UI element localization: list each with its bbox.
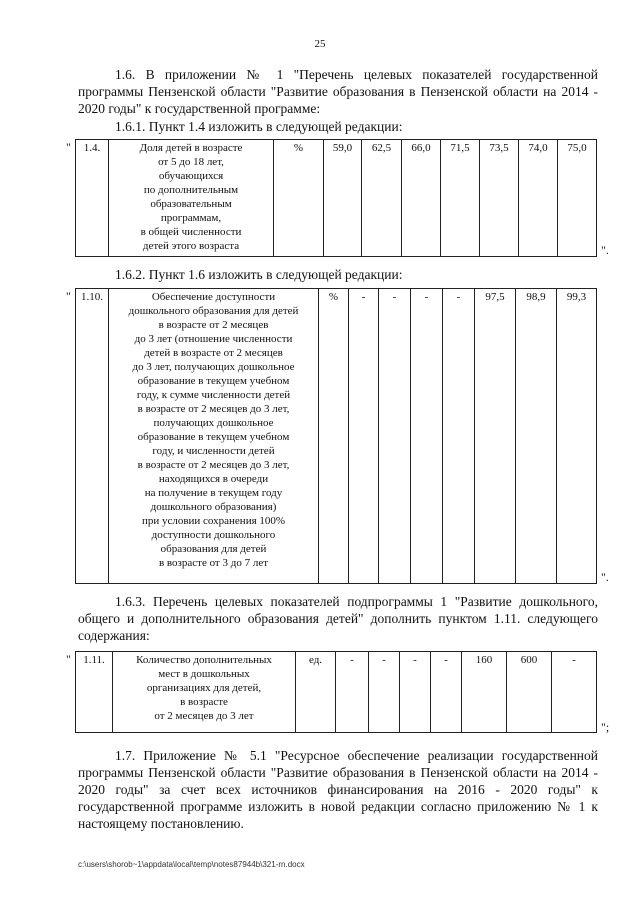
table-row-1-10 (75, 288, 597, 584)
value-cell: - (336, 652, 369, 733)
value-cell: 99,3 (557, 289, 597, 584)
table1-close-mark: ". (601, 243, 609, 257)
value-cell: - (379, 289, 411, 584)
paragraph-1-6-1: 1.6.1. Пункт 1.4 изложить в следующей редакции: (115, 119, 403, 134)
value-cell: 66,0 (402, 140, 441, 257)
value-cell: 600 (507, 652, 552, 733)
unit: % (274, 140, 324, 257)
value-cell: - (349, 289, 379, 584)
value-cell: 74,0 (519, 140, 558, 257)
paragraph-1-7 (78, 747, 598, 832)
value-cell: - (369, 652, 400, 733)
row-number: 1.11. (76, 652, 113, 733)
paragraph-1-7-text: 1.7. Приложение № 5.1 "Ресурсное обеспечение реализации государственной программы Пензенской области "Развитие образования в Пензенской области на 2014 - 2020 годы" за счет всех источников финансирования на 2016 - 2020 годы" к государственной программе изложить в новой редакции согласно приложению № 1 к настоящему постановлению. (78, 748, 598, 831)
value-cell: - (431, 652, 462, 733)
value-cell: 97,5 (475, 289, 516, 584)
value-cell: - (400, 652, 431, 733)
table2-close-mark: ". (601, 570, 609, 584)
indicator-description: Доля детей в возрасте от 5 до 18 лет, обучающихся по дополнительным образовательным программам, в общей численности детей этого возраста (109, 140, 274, 257)
row-number: 1.4. (76, 140, 109, 257)
indicator-description: Обеспечение доступности дошкольного образования для детей в возрасте от 2 месяцев до 3 лет (отношение численности детей в возрасте от 2 месяцев до 3 лет, получающих дошкольное образование в текущем учебном году, к сумме численности детей в возрасте от 2 месяцев до 3 лет, получающих дошкольное образование в текущем учебном году, и численности детей в возрасте от 2 месяцев до 3 лет, находящихся в очереди на получение в текущем году дошкольного образования) при условии сохранения 100% доступности дошкольного образования для детей в возрасте от 3 до 7 лет (109, 289, 319, 584)
unit: % (319, 289, 349, 584)
value-cell: 62,5 (362, 140, 402, 257)
value-cell: - (443, 289, 475, 584)
value-cell: - (552, 652, 597, 733)
value-cell: 71,5 (441, 140, 480, 257)
value-cell: 75,0 (558, 140, 597, 257)
paragraph-1-6-3 (78, 593, 598, 644)
value-cell: 160 (462, 652, 507, 733)
value-cell: 98,9 (516, 289, 557, 584)
file-path-footer: c:\users\shorob~1\appdata\local\temp\notes87944b\321-rn.docx (78, 860, 305, 869)
value-cell: 59,0 (324, 140, 362, 257)
table1-open-quote: " (66, 140, 71, 154)
unit: ед. (296, 652, 336, 733)
table2-open-quote: " (66, 289, 71, 303)
table3-open-quote: " (66, 652, 71, 666)
paragraph-1-6-2: 1.6.2. Пункт 1.6 изложить в следующей редакции: (115, 267, 403, 282)
page-number: 25 (314, 38, 326, 50)
table-row-1-11 (75, 651, 597, 733)
paragraph-1-6-text: 1.6. В приложении № 1 "Перечень целевых показателей государственной программы Пензенской области "Развитие образования в Пензенской области на 2014 - 2020 годы" к государственной программе: (78, 67, 598, 116)
row-number: 1.10. (76, 289, 109, 584)
paragraph-1-6-3-text: 1.6.3. Перечень целевых показателей подпрограммы 1 "Развитие дошкольного, общего и дополнительного образования детей" дополнить пунктом 1.11. следующего содержания: (78, 594, 598, 643)
table-row-1-4 (75, 139, 597, 257)
table3-close-mark: "; (601, 720, 610, 734)
value-cell: - (411, 289, 443, 584)
value-cell: 73,5 (480, 140, 519, 257)
paragraph-1-6 (78, 66, 598, 117)
indicator-description: Количество дополнительных мест в дошкольных организациях для детей, в возрасте от 2 месяцев до 3 лет (113, 652, 296, 733)
